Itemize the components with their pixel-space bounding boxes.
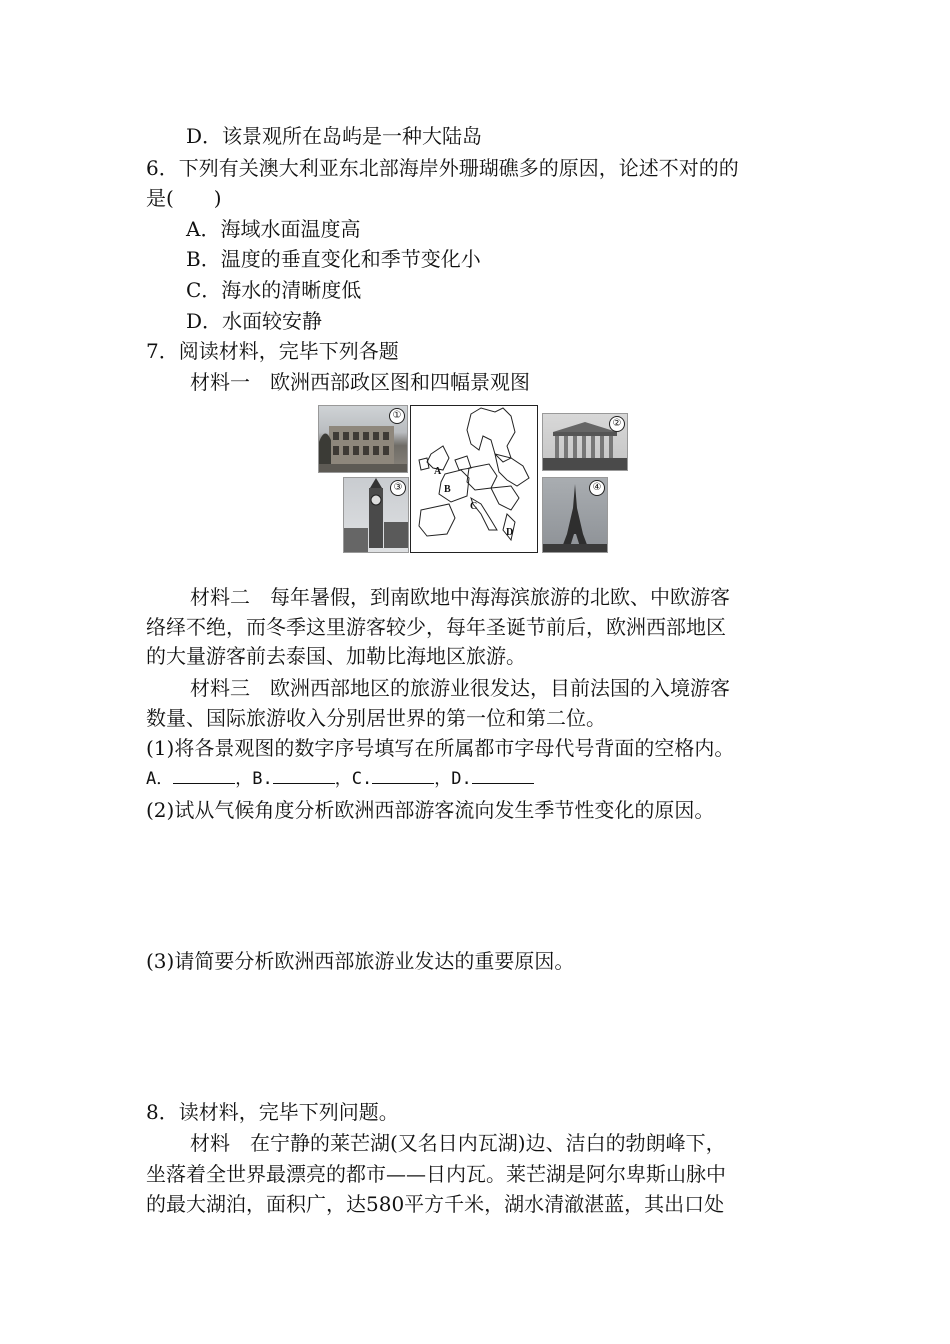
q8-material-line1: 材料 在宁静的莱芒湖(又名日内瓦湖)边、洁白的勃朗峰下， <box>190 1131 726 1155</box>
material-3-line1: 材料三 欧洲西部地区的旅游业很发达，目前法国的入境游客 <box>190 676 730 700</box>
europe-figure <box>318 403 628 553</box>
europe-map-outline <box>411 406 537 552</box>
map-label-d: D <box>506 527 514 538</box>
q7-part2: (2)试从气候角度分析欧洲西部游客流向发生季节性变化的原因。 <box>146 798 715 822</box>
photo-eiffel-tower <box>542 477 608 553</box>
q6-stem-line2: 是( ) <box>146 186 222 210</box>
blank-label-b: ，B. <box>235 769 273 789</box>
blank-label-a: A． <box>146 769 174 789</box>
material-2-line2: 络绎不绝，而冬季这里游客较少，每年圣诞节前后，欧洲西部地区 <box>146 615 726 639</box>
q6-stem-line1: 6．下列有关澳大利亚东北部海岸外珊瑚礁多的原因，论述不对的的 <box>146 156 739 180</box>
answer-blank-c[interactable] <box>372 765 434 784</box>
blank-label-d: ，D. <box>434 769 472 789</box>
badge-1: ① <box>389 408 405 424</box>
material-2-line3: 的大量游客前去泰国、加勒比海地区旅游。 <box>146 644 526 668</box>
material-2-line1: 材料二 每年暑假，到南欧地中海海滨旅游的北欧、中欧游客 <box>190 585 730 609</box>
q6-option-d: D．水面较安静 <box>186 309 323 333</box>
map-label-b: B <box>444 484 451 495</box>
badge-2: ② <box>609 416 625 432</box>
material-3-line2: 数量、国际旅游收入分别居世界的第一位和第二位。 <box>146 706 606 730</box>
q5-option-d: D．该景观所在岛屿是一种大陆岛 <box>186 124 483 148</box>
q8-material-line2: 坐落着全世界最漂亮的都市——日内瓦。莱芒湖是阿尔卑斯山脉中 <box>146 1162 726 1186</box>
q6-option-c: C．海水的清晰度低 <box>186 278 362 302</box>
q7-part1: (1)将各景观图的数字序号填写在所属都市字母代号背面的空格内。 <box>146 736 735 760</box>
q7-part3: (3)请简要分析欧洲西部旅游业发达的重要原因。 <box>146 949 575 973</box>
q7-answer-blanks <box>146 764 534 794</box>
q6-option-b: B．温度的垂直变化和季节变化小 <box>186 247 481 271</box>
answer-blank-b[interactable] <box>273 765 335 784</box>
badge-4: ④ <box>589 480 605 496</box>
photo-parthenon <box>542 413 628 471</box>
photo-big-ben <box>343 477 409 553</box>
badge-3: ③ <box>390 480 406 496</box>
q7-stem: 7．阅读材料，完毕下列各题 <box>146 339 399 363</box>
map-label-a: A <box>434 466 442 477</box>
europe-map <box>410 405 538 553</box>
blank-label-c: ，C. <box>334 769 373 789</box>
photo-colosseum <box>318 405 408 473</box>
answer-blank-a[interactable] <box>173 765 235 784</box>
material-1: 材料一 欧洲西部政区图和四幅景观图 <box>190 370 530 394</box>
answer-blank-d[interactable] <box>472 765 534 784</box>
q8-material-line3: 的最大湖泊，面积广，达580平方千米，湖水清澈湛蓝，其出口处 <box>146 1192 725 1216</box>
map-label-c: C <box>470 501 478 512</box>
q6-option-a: A．海域水面温度高 <box>186 217 361 241</box>
q8-stem: 8．读材料，完毕下列问题。 <box>146 1100 399 1124</box>
